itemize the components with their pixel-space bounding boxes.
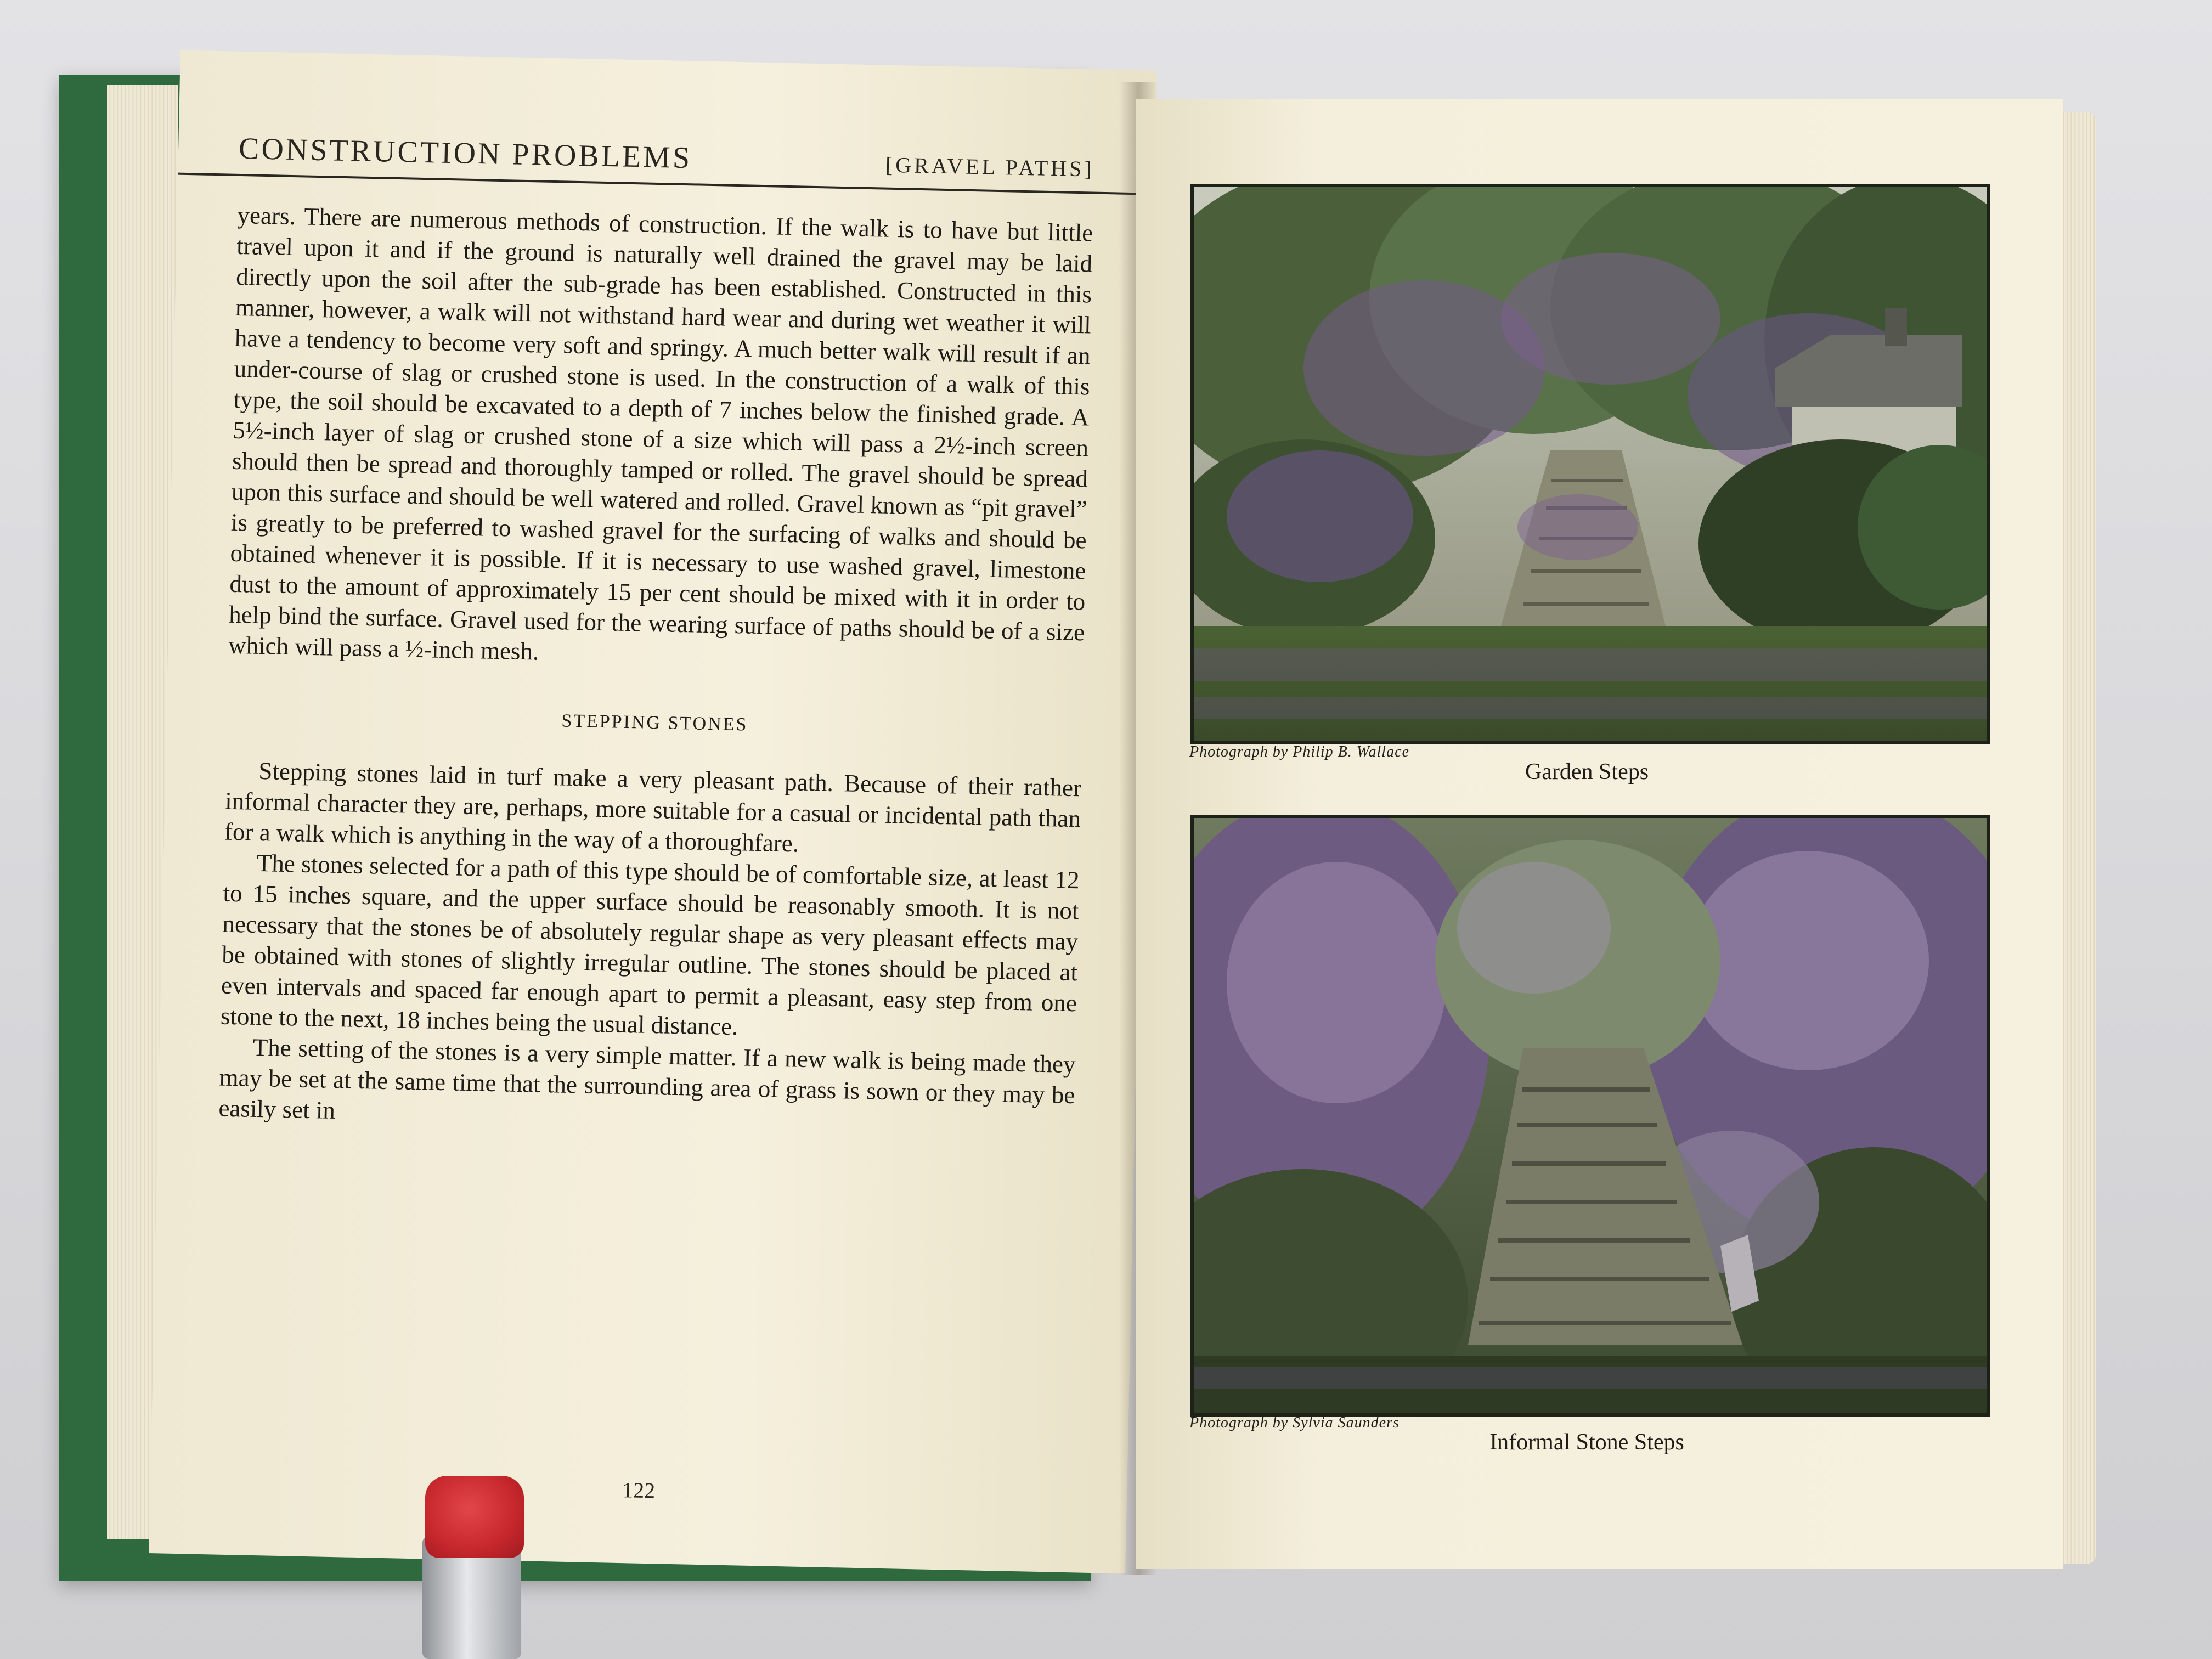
garden-steps-image <box>1194 187 1987 741</box>
left-page-body <box>218 200 1093 1141</box>
right-page <box>1136 99 2063 1569</box>
paragraph-stepping-2: The stones selected for a path of this type should be of comfortable size, at least 12 to 15 inches square, and the upper surface should be reasonably smooth. It is not necessary that the stones be of absolutely regular shape as very pleasant effects may be obtained with stones of slightly irregular outline. The stones should be placed at even intervals and spaced far enough apart to permit a pleasant, easy step from one stone to the next, 18 inches being the usual distance. <box>220 849 1080 1041</box>
photo-informal-stone-steps <box>1190 815 1990 1417</box>
photo-credit-1: Photograph by Philip B. Wallace <box>1189 743 1409 760</box>
left-page <box>149 50 1157 1574</box>
photo-caption-1: Garden Steps <box>1525 759 1649 785</box>
paragraph-stepping-1: Stepping stones laid in turf make a very pleasant path. Because of their rather informal character they are, perhaps, more suitable for a casual or incidental path than for a walk which is anything in the way of a thoroughfare. <box>224 757 1082 857</box>
section-heading: STEPPING STONES <box>561 710 748 735</box>
running-head-subtitle: [GRAVEL PATHS] <box>885 152 1095 182</box>
photo-credit-2: Photograph by Sylvia Saunders <box>1189 1414 1400 1431</box>
paragraph-gravel-construction: years. There are numerous methods of construction. If the walk is to have but little travel upon it and if the ground is naturally well drained the gravel may be laid directly upon the soil after the sub-grade has been established. Constructed in this manner, however, a walk will not withstand hard wear and during wet weather it will have a tendency to become very soft and springy. A much better walk will result if an under-course of slag or crushed stone is used. In the construction of a walk of this type, the soil should be excavated to a depth of 7 inches below the finished grade. A 5½-inch layer of slag or crushed stone of a size which will pass a 2½-inch screen should then be spread and thoroughly tamped or rolled. The gravel should be spread upon this surface and should be well watered and rolled. Gravel known as “pit gravel” is greatly to be preferred to washed gravel for the surfacing of walks and should be obtained whenever it is possible. If it is necessary to use washed gravel, limestone dust to the amount of approximately 15 per cent should be mixed with it in order to help bind the surface. Gravel used for the wearing surface of paths should be of a size which will pass a ½-inch mesh. <box>228 201 1093 665</box>
page-number: 122 <box>622 1477 656 1503</box>
photo-caption-2: Informal Stone Steps <box>1489 1430 1684 1455</box>
running-head <box>178 130 1155 195</box>
paragraph-stepping-3: The setting of the stones is a very simple matter. If a new walk is being made they may be set at the same time that the surrounding area of grass is sown or they may be easily set in <box>218 1033 1076 1124</box>
book-clamp-red-cap <box>425 1476 524 1558</box>
running-head-title: CONSTRUCTION PROBLEMS <box>238 131 692 176</box>
informal-stone-steps-image <box>1194 818 1987 1413</box>
photo-garden-steps <box>1190 184 1990 744</box>
